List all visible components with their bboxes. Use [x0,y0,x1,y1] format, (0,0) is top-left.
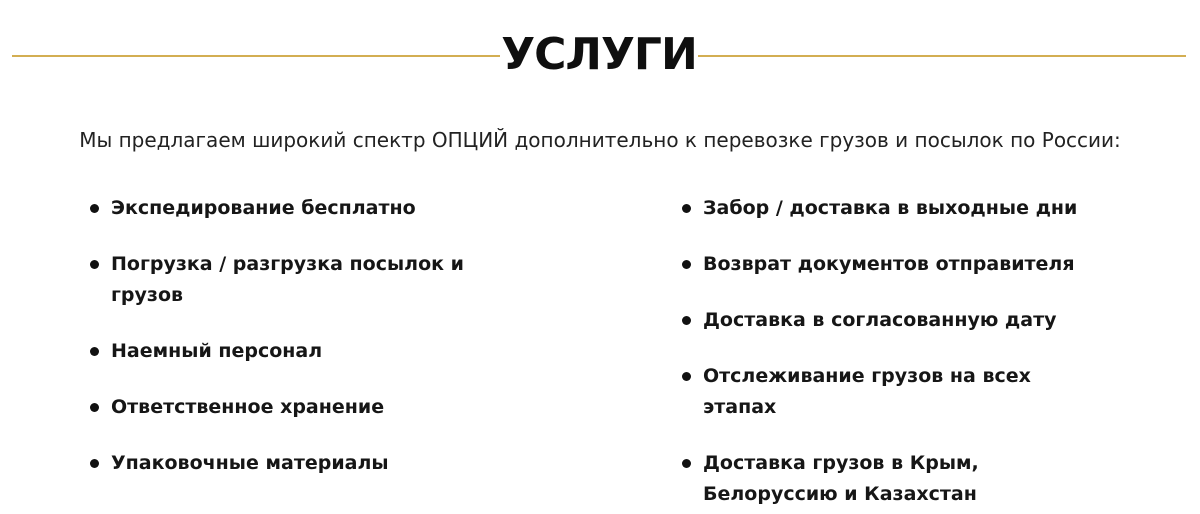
bullet-icon [682,316,691,325]
service-label: Погрузка / разгрузка посылок и грузов [111,253,464,306]
service-item [88,193,468,224]
service-label: Ответственное хранение [111,396,385,418]
service-label: Отслеживание грузов на всех этапах [703,365,1031,418]
bullet-icon [90,459,99,468]
service-label: Возврат документов отправителя [703,253,1075,275]
section-title: УСЛУГИ [501,29,697,80]
service-item [88,249,471,311]
section-intro: Мы предлагаем широкий спектр ОПЦИЙ дополнительно к перевозке грузов и посылок по России: [79,128,1121,152]
service-label: Доставка в согласованную дату [703,309,1057,331]
services-list-right [680,193,1100,514]
service-item [680,361,1100,423]
title-divider-right [698,55,1186,57]
title-divider-left [12,55,500,57]
bullet-icon [682,459,691,468]
services-list-left [88,193,468,504]
service-label: Забор / доставка в выходные дни [703,197,1078,219]
service-item [88,336,468,367]
service-item [88,392,468,423]
bullet-icon [682,372,691,381]
service-item [680,249,1100,280]
bullet-icon [90,347,99,356]
service-label: Упаковочные материалы [111,452,389,474]
bullet-icon [90,403,99,412]
service-item [680,305,1100,336]
bullet-icon [682,204,691,213]
service-item [680,193,1100,224]
bullet-icon [90,204,99,213]
section-header [0,22,1200,92]
service-label: Экспедирование бесплатно [111,197,416,219]
service-item [680,448,1103,510]
service-label: Наемный персонал [111,340,323,362]
bullet-icon [90,260,99,269]
service-item [88,448,468,479]
bullet-icon [682,260,691,269]
service-label: Доставка грузов в Крым, Белоруссию и Казахстан [703,452,979,505]
